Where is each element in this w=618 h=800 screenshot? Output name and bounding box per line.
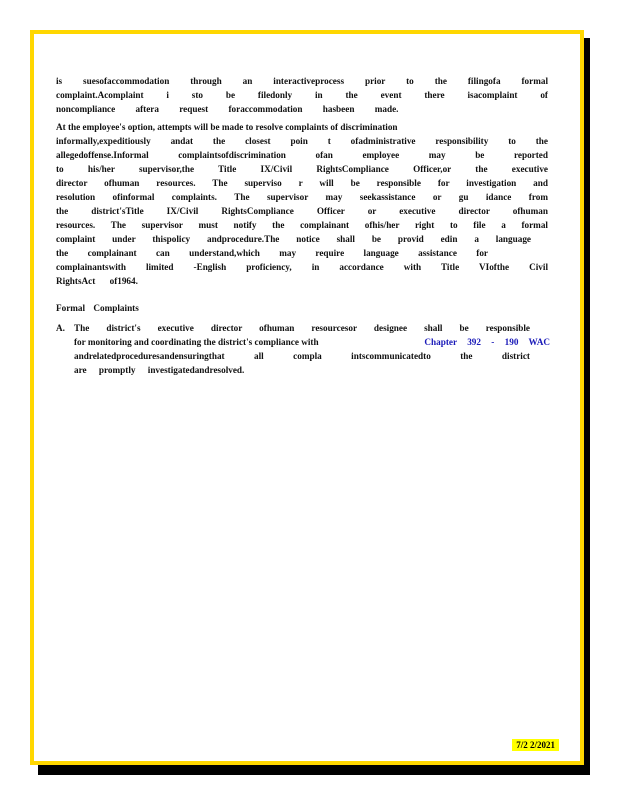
text-line: complaint.Acomplaint i sto be filedonly in the event there isacomplaint of — [56, 90, 548, 100]
text-line: allegedoffense.Informal complaintsofdiscrimination ofan employee may be reported — [56, 150, 548, 160]
paragraph-informal-complaints — [56, 120, 548, 288]
text-line: resources. The supervisor must notify the complainant ofhis/her right to file a formal — [56, 220, 548, 230]
list-item-label: A. — [56, 323, 65, 333]
text-line: At the employee's option, attempts will be made to resolve complaints of discrimination — [56, 122, 398, 132]
text-line: noncompliance aftera request foraccommodation hasbeen made. — [56, 104, 399, 114]
text-line: informally,expeditiously andat the closest poin t ofadministrative responsibility to the — [56, 136, 548, 146]
document-page — [30, 30, 584, 765]
text-line: complaint under thispolicy andprocedure.The notice shall be provid edin a language — [56, 234, 531, 244]
text-line: director ofhuman resources. The superviso r will be responsible for investigation and — [56, 178, 548, 188]
section-heading-formal-complaints: Formal Complaints — [56, 303, 139, 313]
text-line: the complainant can understand,which may require language assistance for — [56, 248, 488, 258]
text-line: resolution ofinformal complaints. The supervisor may seekassistance or gu idance from — [56, 192, 548, 202]
wac-reference-link[interactable]: Chapter 392 - 190 WAC — [424, 337, 550, 347]
text-line: complainantswith limited -English proficiency, in accordance with Title VIofthe Civil — [56, 262, 548, 272]
text-line: is suesofaccommodation through an interactiveprocess prior to the filingofa formal — [56, 76, 548, 86]
text-line: The district's executive director ofhuman resourcesor designee shall be responsible — [74, 323, 530, 333]
list-item-a — [56, 321, 548, 377]
text-line: the district'sTitle IX/Civil RightsCompliance Officer or executive director ofhuman — [56, 206, 548, 216]
document-body — [56, 74, 548, 377]
text-line: are promptly investigatedandresolved. — [74, 365, 245, 375]
text-line: andrelatedproceduresandensuringthat all compla intscommunicatedto the district — [74, 351, 530, 361]
paragraph-accommodation — [56, 74, 548, 116]
footer-date-stamp: 7/2 2/2021 — [512, 739, 559, 751]
text-line: to his/her supervisor,the Title IX/Civil RightsCompliance Officer,or the executive — [56, 164, 548, 174]
text-line: RightsAct of1964. — [56, 276, 138, 286]
text-fragment: for monitoring and coordinating the district's compliance with — [74, 337, 319, 347]
text-line — [74, 335, 550, 349]
